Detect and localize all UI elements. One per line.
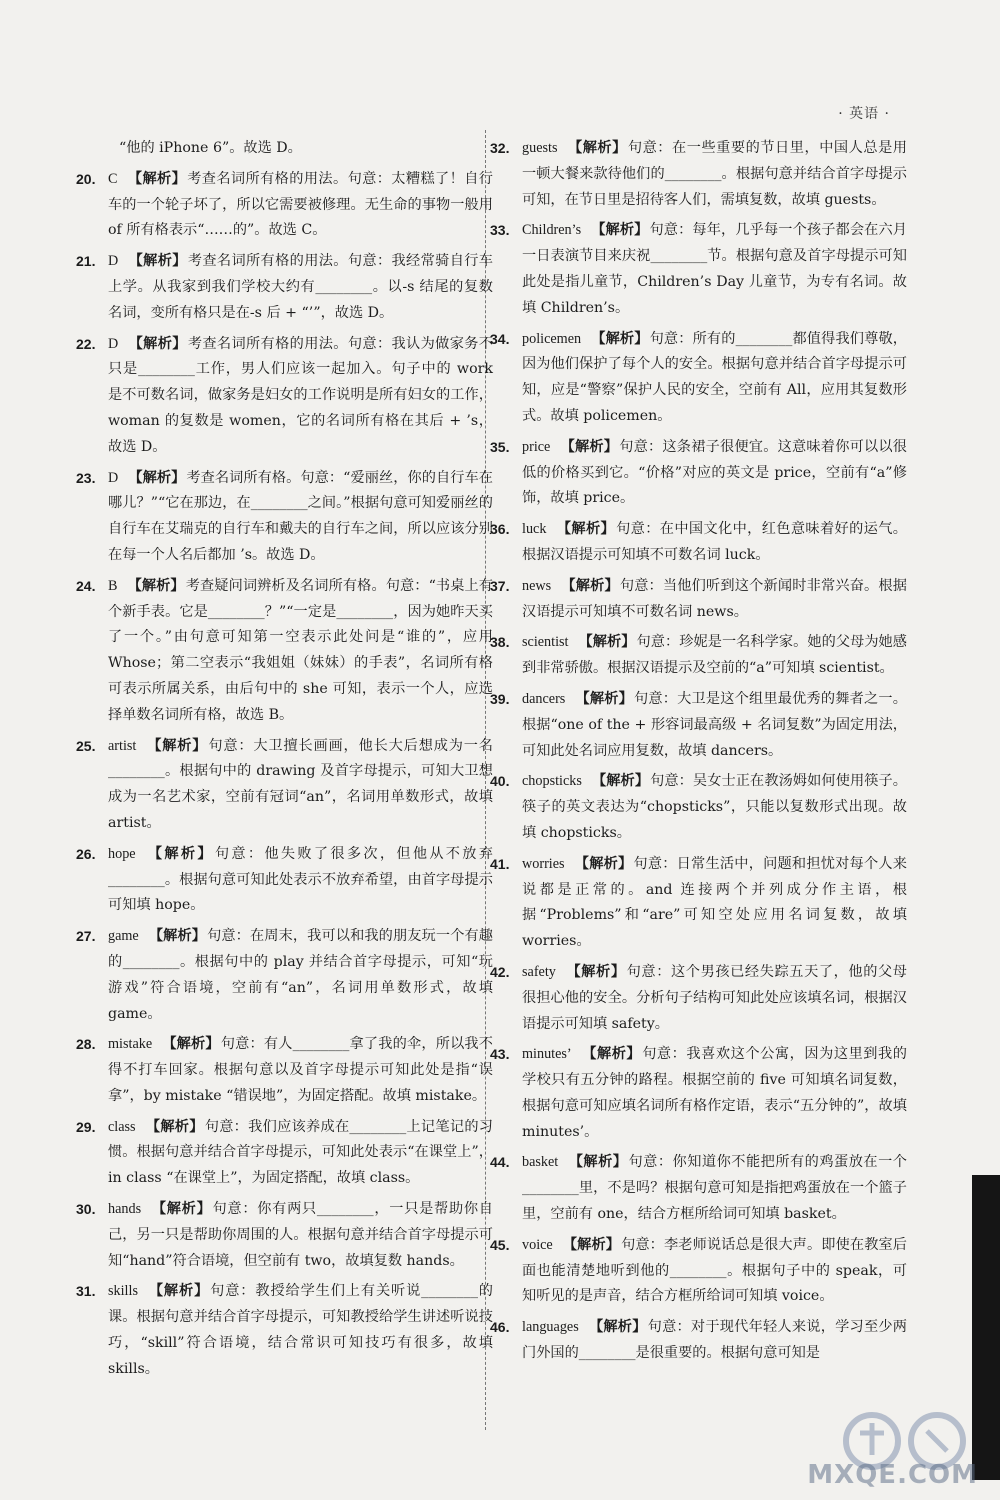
answer-entry [76,1279,493,1382]
answer-key: chopsticks [522,773,582,790]
analysis-tag: 【解析】 [128,335,187,352]
question-number: 38. [490,634,510,651]
analysis-tag: 【解析】 [574,855,633,872]
answer-entry [490,852,907,955]
explanation-text: 句意：在中国文化中，红色意味着好的运气。根据汉语提示可知填不可数名词 luck。 [522,521,907,563]
answer-entry [76,332,493,461]
answer-entry [76,734,493,837]
analysis-tag: 【解析】 [591,773,650,790]
question-number: 41. [490,855,510,872]
answer-key: hope [108,845,136,862]
answer-key: B [108,577,118,594]
question-number: 44. [490,1154,510,1171]
answer-entry [76,1032,493,1109]
left-column [76,136,493,1388]
analysis-tag: 【解析】 [588,1319,647,1336]
answer-key: Children’s [522,222,582,239]
explanation-text: 句意：对于现代年轻人来说，学习至少两门外国的________是很重要的。根据句意可知是 [522,1319,907,1362]
analysis-tag: 【解析】 [145,845,214,862]
explanation-text: 句意：我们应该养成在________上记笔记的习惯。根据句意并结合首字母提示，可知此处表示“在课堂上”，in class “在课堂上”，为固定搭配，故填 class。 [108,1118,493,1187]
answer-entry [76,249,493,326]
answer-key: safety [522,963,556,980]
explanation-text: 句意：你有两只________，一只是帮助你自己，另一只是帮助你周围的人。根据句意并结合首字母提示可知“hand”符合语境，但空前有 two，故填复数 hands。 [108,1201,493,1269]
answer-key: hands [108,1201,142,1218]
answer-entry [76,574,493,729]
answer-entry [76,167,493,244]
explanation-text: 句意：李老师说话总是很大声。即使在教室后面也能清楚地听到他的________。根据句子中的 speak，可知听见的是声音，结合方框所给词可知填 voice。 [522,1236,907,1305]
explanation-text: 句意：这个男孩已经失踪五天了，他的父母很担心他的安全。分析句子结构可知此处应该填名词，根据汉语提示可知填 safety。 [522,963,907,1032]
explanation-text: 句意：每年，几乎每一个孩子都会在六月一日表演节目来庆祝________节。根据句意及首字母提示可知此处是指儿童节，Children’s Day 儿童节，为专有名词。故填 Children’s。 [522,222,907,316]
answer-entry [490,630,907,682]
question-number: 34. [490,330,510,347]
answer-entry [76,1197,493,1274]
question-number: 45. [490,1236,510,1253]
analysis-tag: 【解析】 [162,1036,220,1053]
analysis-tag: 【解析】 [128,253,187,270]
question-number: 30. [76,1201,96,1218]
explanation-text: 考查名词所有格。句意：“爱丽丝，你的自行车在哪儿？”“它在那边，在________之间。”根据句意可知爱丽丝的自行车在艾瑞克的自行车和戴夫的自行车之间，所以应该分别在每一个人名后都加 ’s。故选 D。 [108,469,493,563]
analysis-tag: 【解析】 [147,1283,210,1300]
answer-entry [490,960,907,1037]
answer-key: policemen [522,330,582,347]
analysis-tag: 【解析】 [145,1118,204,1135]
answer-key: D [108,469,119,486]
answer-key: C [108,170,118,187]
answer-entry [490,218,907,321]
question-number: 25. [76,737,96,754]
answer-entry [490,517,907,569]
answer-entry [76,842,493,919]
answer-entry [490,136,907,213]
subject-header: · 英语 · [838,106,890,122]
analysis-tag: 【解析】 [568,1154,628,1171]
answer-entry [76,924,493,1027]
explanation-text: 句意：有人________拿了我的伞，所以我不得不打车回家。根据句意以及首字母提示可知此处是指“误拿”，by mistake “错误地”，为固定搭配。故填 mistake。 [108,1036,493,1104]
answer-entry [490,1042,907,1145]
question-number: 22. [76,335,96,352]
right-column [490,136,907,1372]
explanation-text: 句意：大卫擅长画画，他长大后想成为一名________。根据句中的 drawing 及首字母提示，可知大卫想成为一名艺术家，空前有冠词“an”，名词用单数形式，故填 artist。 [108,737,493,831]
answer-entry [490,769,907,846]
answer-entry [76,1115,493,1192]
answer-key: minutes’ [522,1046,572,1063]
analysis-tag: 【解析】 [561,577,619,594]
explanation-text: “他的 iPhone 6”。故选 D。 [119,140,302,156]
answer-key: artist [108,737,137,754]
answer-key: guests [522,140,558,156]
analysis-tag: 【解析】 [565,963,626,980]
explanation-text: 句意：吴女士正在教汤姆如何使用筷子。筷子的英文表达为“chopsticks”，只能以复数形式出现。故填 chopsticks。 [522,773,907,841]
question-number: 20. [76,170,96,187]
analysis-tag: 【解析】 [556,521,616,538]
answer-key: voice [522,1236,553,1253]
explanation-text: 句意：大卫是这个组里最优秀的舞者之一。根据“one of the + 形容词最高级 + 名词复数”为固定用法，可知此处名词应用复数，故填 dancers。 [522,690,907,759]
answer-entry [490,574,907,626]
answer-entry [490,1315,907,1367]
analysis-tag: 【解析】 [562,1236,621,1253]
question-number: 46. [490,1319,510,1336]
question-number: 37. [490,577,510,594]
answer-key: D [108,335,119,352]
analysis-tag: 【解析】 [560,438,619,455]
answer-key: basket [522,1154,559,1171]
answer-key: news [522,577,552,594]
question-number: 32. [490,140,510,156]
question-number: 23. [76,469,96,486]
analysis-tag: 【解析】 [151,1201,212,1218]
explanation-text: 句意：你知道你不能把所有的鸡蛋放在一个________里，不是吗？根据句意可知是指把鸡蛋放在一个篮子里，空前有 one，结合方框所给词可知填 basket。 [522,1154,907,1223]
watermark-text: MXQE.COM [807,1460,978,1490]
analysis-tag: 【解析】 [578,634,636,651]
question-number: 35. [490,438,510,455]
analysis-tag: 【解析】 [575,690,634,707]
question-number: 21. [76,253,96,270]
question-number: 24. [76,577,96,594]
explanation-text: 考查名词所有格的用法。句意：太糟糕了！自行车的一个轮子坏了，所以它需要被修理。无生命的事物一般用 of 所有格表示“……的”。故选 C。 [108,170,493,239]
answer-key: mistake [108,1036,153,1053]
analysis-tag: 【解析】 [128,469,186,486]
explanation-text: 句意：他失败了很多次，但他从不放弃________。根据句意可知此处表示不放弃希望，由首字母提示可知填 hope。 [108,845,493,914]
analysis-tag: 【解析】 [148,928,207,945]
explanation-text: 句意：所有的________都值得我们尊敬，因为他们保护了每个人的安全。根据句意并结合首字母提示可知，应是“警察”保护人民的安全，空前有 All，应用其复数形式。故填 policemen。 [522,330,907,424]
explanation-text: 句意：在周末，我可以和我的朋友玩一个有趣的________。根据句中的 play 并结合首字母提示，可知“玩游戏”符合语境，空前有“an”，名词用单数形式，故填 game。 [108,928,493,1022]
explanation-text: 句意：日常生活中，问题和担忧对每个人来说都是正常的。and 连接两个并列成分作主语，根据“Problems”和“are”可知空处应用名词复数，故填 worries。 [522,855,907,950]
analysis-tag: 【解析】 [591,330,649,347]
answer-entry [490,327,907,430]
analysis-tag: 【解析】 [567,140,627,156]
explanation-text: 句意：珍妮是一名科学家。她的父母为她感到非常骄傲。根据汉语提示及空前的“a”可知填 scientist。 [522,634,907,677]
explanation-text: 句意：在一些重要的节日里，中国人总是用一顿大餐来款待他们的________。根据句意并结合首字母提示可知，在节日里是招待客人们，需填复数，故填 guests。 [522,140,907,208]
question-number: 26. [76,845,96,862]
explanation-text: 句意：我喜欢这个公寓，因为这里到我的学校只有五分钟的路程。根据空前的 five 可知填名词复数，根据句意可知应填名词所有格作定语，表示“五分钟的”，故填 minutes’。 [522,1046,907,1140]
question-number: 33. [490,222,510,239]
analysis-tag: 【解析】 [127,170,187,187]
question-number: 31. [76,1283,96,1300]
question-number: 27. [76,928,96,945]
question-number: 43. [490,1046,510,1063]
answer-key: game [108,928,139,945]
analysis-tag: 【解析】 [127,577,185,594]
question-number: 40. [490,773,510,790]
analysis-tag: 【解析】 [146,737,208,754]
explanation-text: 考查名词所有格的用法。句意：我认为做家务不只是________工作，男人们应该一起加入。句子中的 work 是不可数名词，做家务是妇女的工作说明是所有妇女的工作，woman 的复数是 women，它的名词所有格在其后 + ’s，故选 D。 [108,335,493,455]
explanation-text: 句意：当他们听到这个新闻时非常兴奋。根据汉语提示可知填不可数名词 news。 [522,577,907,620]
analysis-tag: 【解析】 [591,222,649,239]
answer-entry [108,136,493,162]
answer-entry [490,435,907,512]
question-number: 36. [490,521,510,538]
answer-key: luck [522,521,547,538]
explanation-text: 考查名词所有格的用法。句意：我经常骑自行车上学。从我家到我们学校大约有________。以-s 结尾的复数名词，变所有格只是在-s 后 + “’”，故选 D。 [108,253,493,321]
answer-entry [490,1233,907,1310]
answer-key: dancers [522,690,566,707]
answer-key: languages [522,1319,579,1336]
answer-key: worries [522,855,565,872]
answer-entry [490,687,907,764]
answer-entry [490,1150,907,1227]
question-number: 42. [490,963,510,980]
explanation-text: 句意：这条裙子很便宜。这意味着你可以以很低的价格买到它。“价格”对应的英文是 price，空前有“a”修饰，故填 price。 [522,438,907,507]
question-number: 29. [76,1118,96,1135]
answer-key: scientist [522,634,569,651]
question-number: 28. [76,1036,96,1053]
answer-entry [76,466,493,569]
answer-key: D [108,253,119,270]
answer-key: skills [108,1283,138,1300]
answer-key: price [522,438,551,455]
question-number: 39. [490,690,510,707]
analysis-tag: 【解析】 [581,1046,642,1063]
answer-key: class [108,1118,136,1135]
explanation-text: 考查疑问词辨析及名词所有格。句意：“书桌上有个新手表。它是________？”“一定是________，因为她昨天买了一个。”由句意可知第一空表示此处问是“谁的”，应用 Whose；第二空表示“我姐姐（妹妹）的手表”，名词所有格可表示所属关系，由后句中的 she 可知，表示一个人，应选择单数名词所有格，故选 B。 [108,577,493,723]
explanation-text: 句意：教授给学生们上有关听说________的课。根据句意并结合首字母提示，可知教授给学生讲述听说技巧，“skill”符合语境，结合常识可知技巧有很多，故填 skills。 [108,1283,493,1377]
